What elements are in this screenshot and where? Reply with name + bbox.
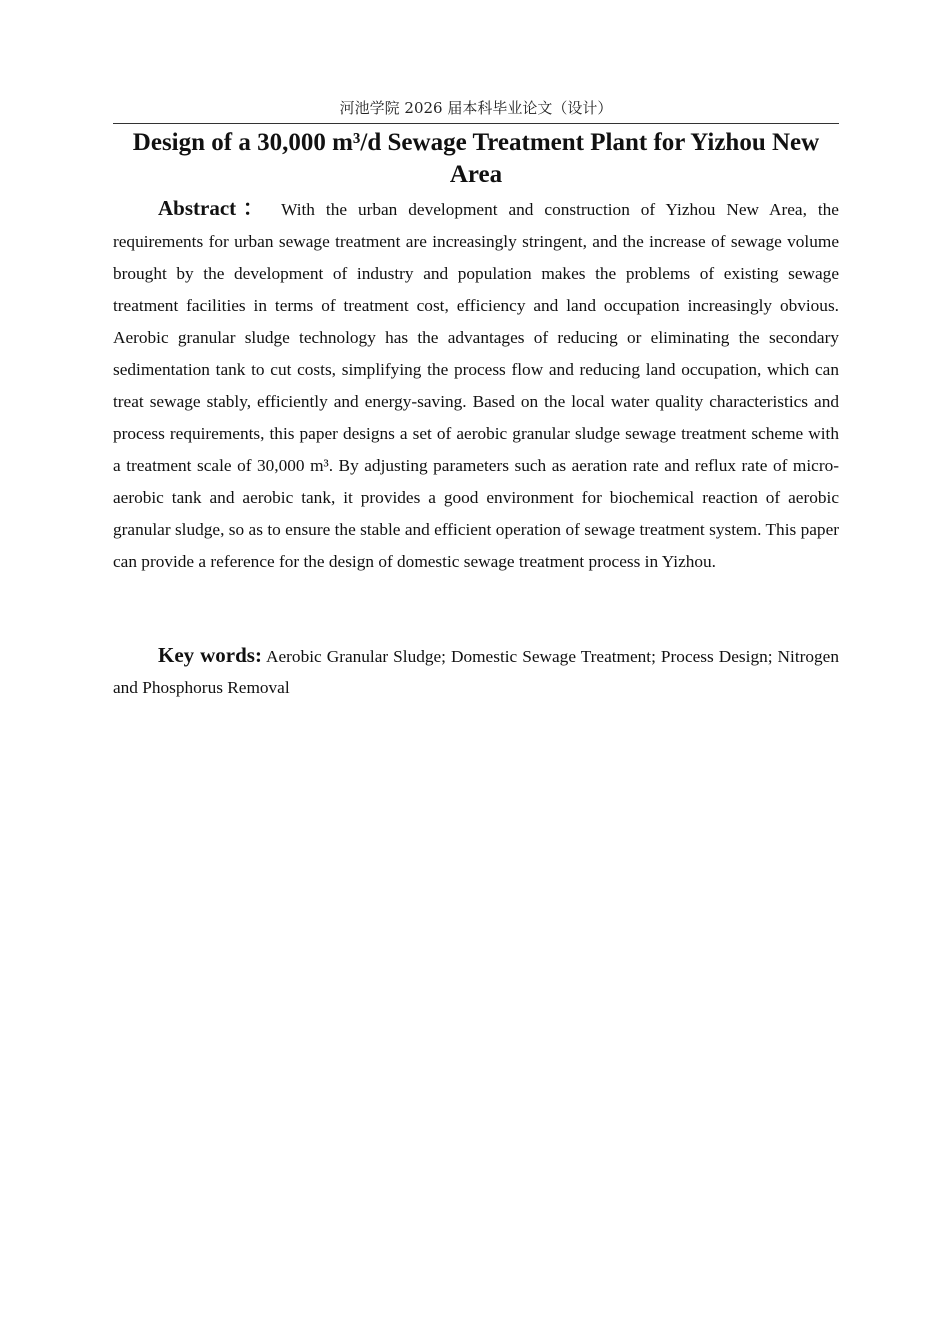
abstract-label: Abstract：	[158, 196, 271, 220]
abstract-text: With the urban development and construction of Yizhou New Area, the requirements for urban sewage treatment are increasingly stringent, and the increase of sewage volume brought by the development of industry and population makes the problems of existing sewage treatment facilities in terms of treatment cost, efficiency and land occupation increasingly obvious. Aerobic granular sludge technology has the advantages of reducing or eliminating the secondary sedimentation tank to cut costs, simplifying the process flow and reducing land occupation, which can treat sewage stably, efficiently and energy-saving. Based on the local water quality characteristics and process requirements, this paper designs a set of aerobic granular sludge sewage treatment scheme with a treatment scale of 30,000 m³. By adjusting parameters such as aeration rate and reflux rate of micro-aerobic tank and aerobic tank, it provides a good environment for biochemical reaction of aerobic granular sludge, so as to ensure the stable and efficient operation of sewage treatment system. This paper can provide a reference for the design of domestic sewage treatment process in Yizhou.	[113, 200, 839, 571]
keywords-paragraph	[113, 640, 839, 703]
keywords-text: Aerobic Granular Sludge; Domestic Sewage Treatment; Process Design; Nitrogen and Phosphorus Removal	[113, 647, 839, 697]
abstract-paragraph	[113, 192, 839, 578]
header-rule	[113, 123, 839, 124]
paper-title: Design of a 30,000 m³/d Sewage Treatment Plant for Yizhou New Area	[132, 129, 820, 188]
running-header: 河池学院 2026 届本科毕业论文（设计）	[339, 99, 613, 117]
keywords-label: Key words:	[158, 643, 262, 667]
